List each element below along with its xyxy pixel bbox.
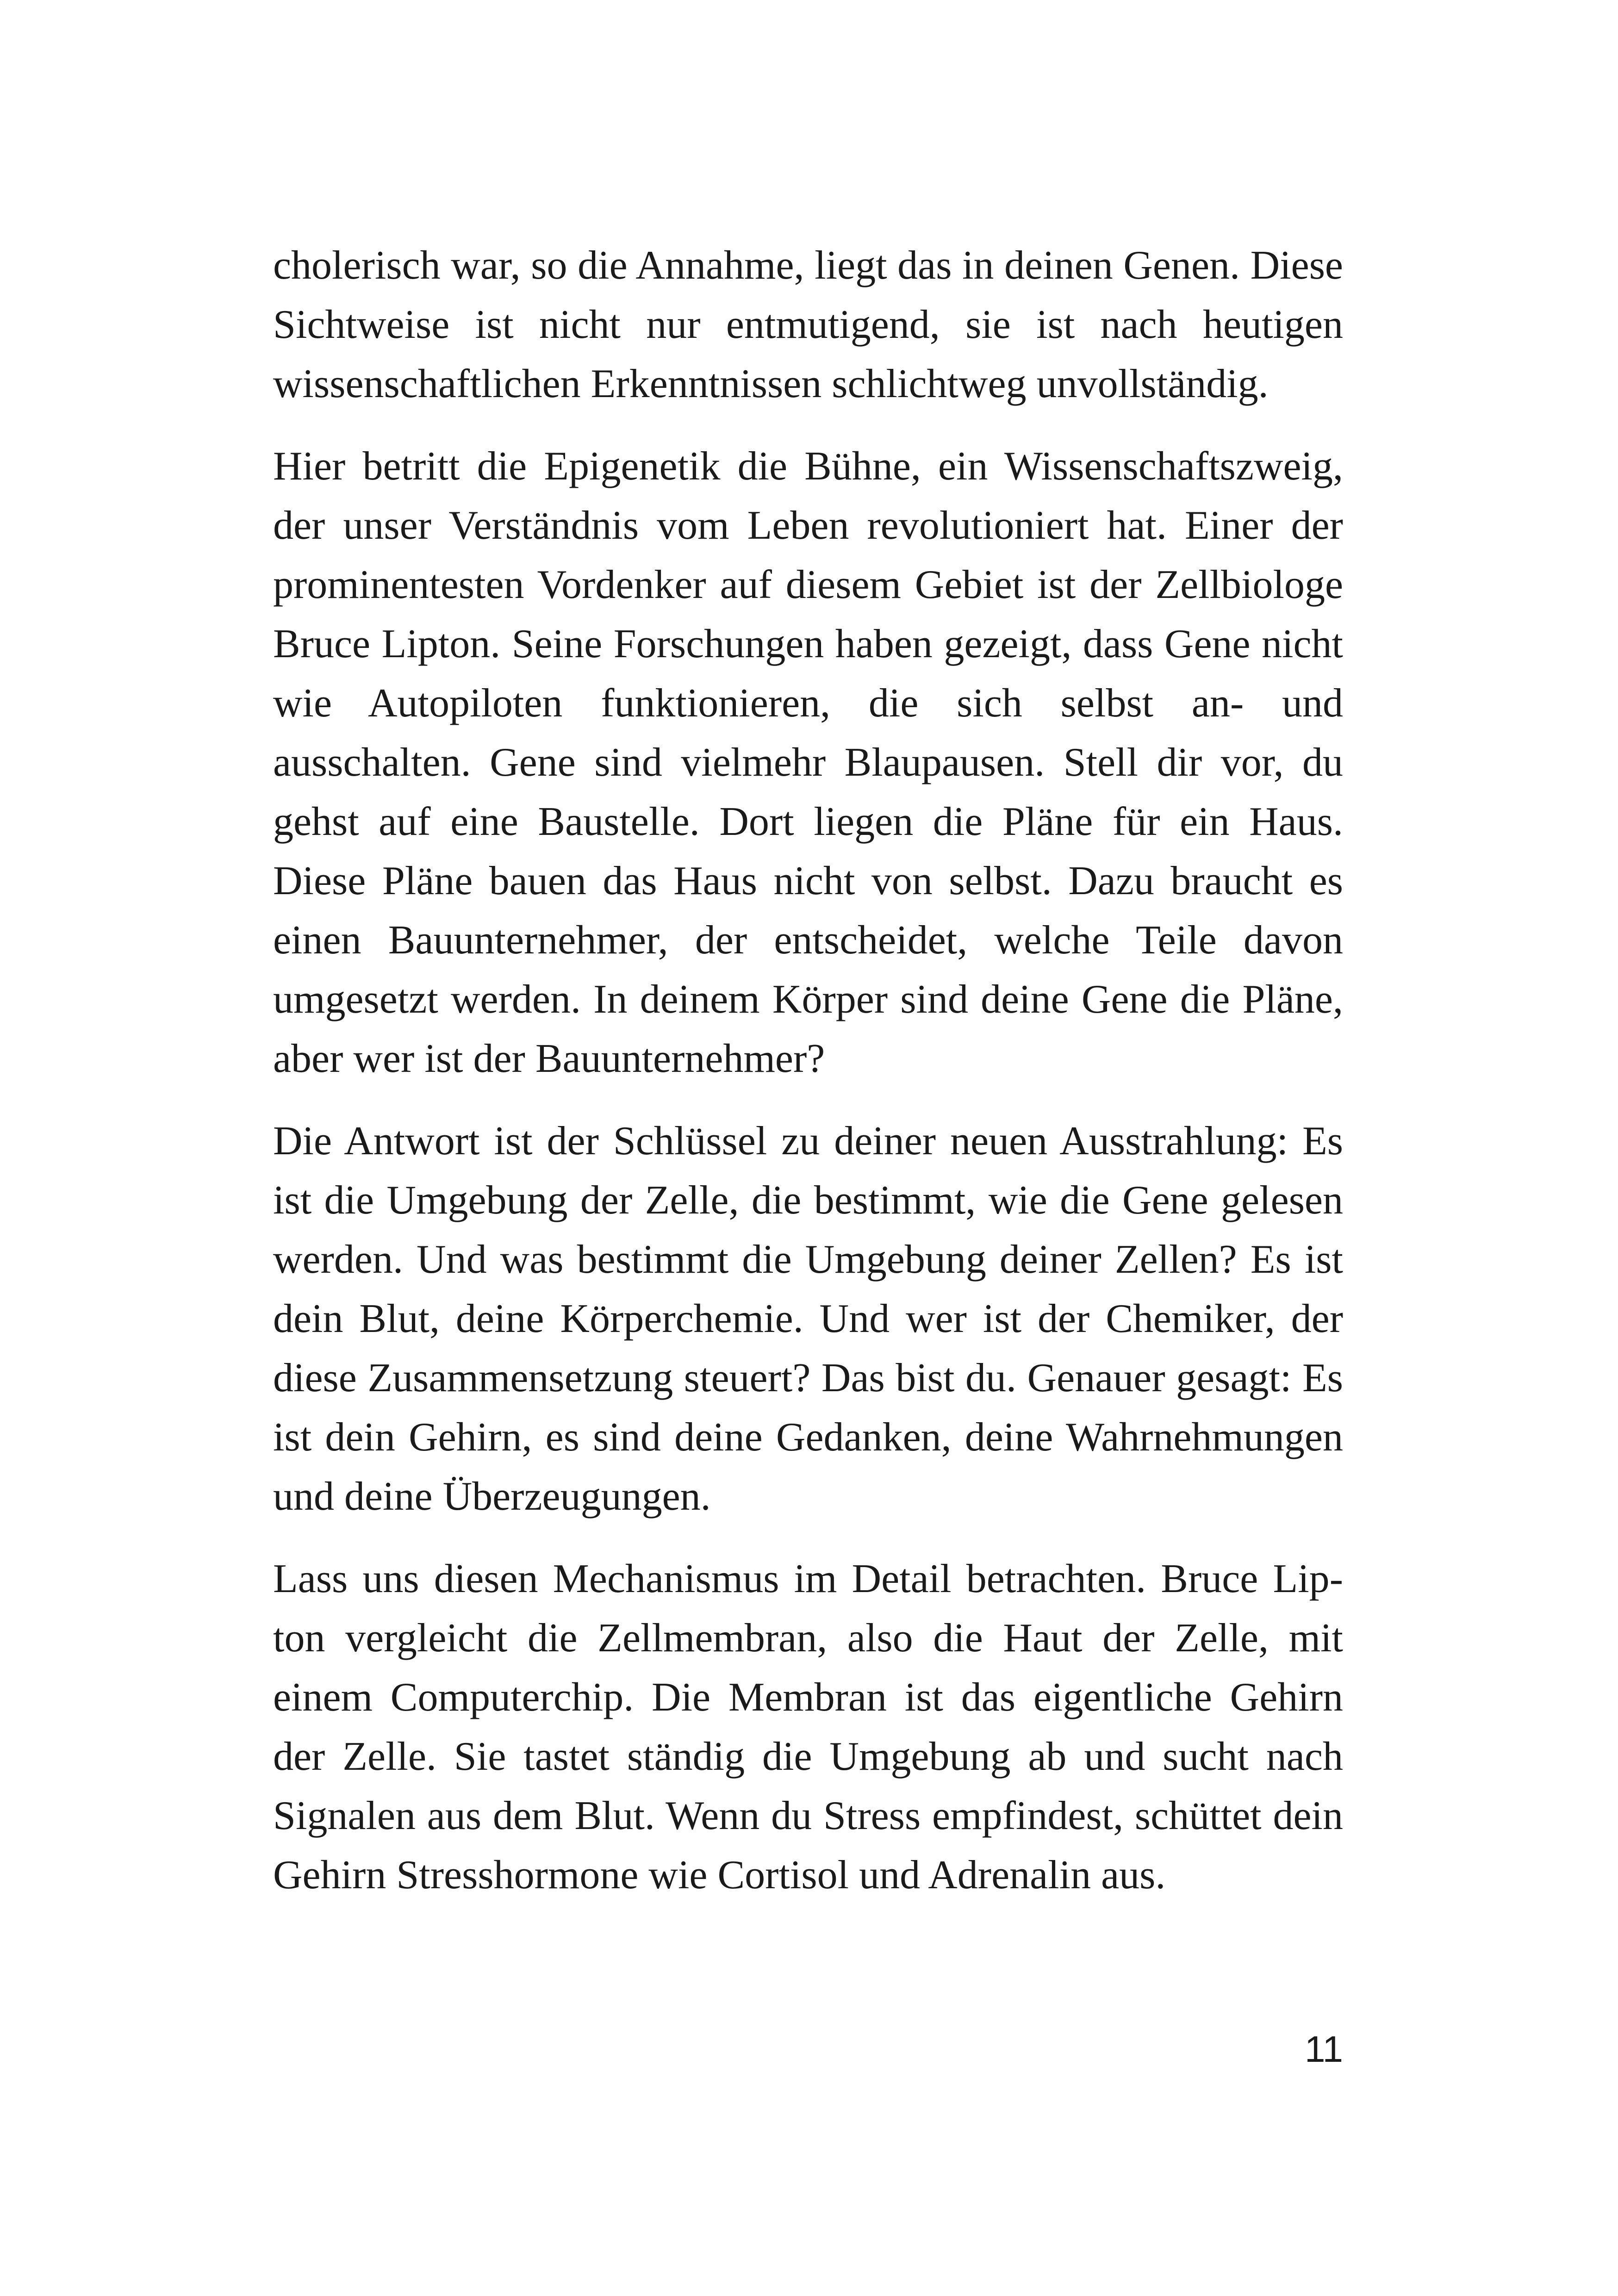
paragraph-2: Hier betritt die Epigenetik die Bühne, ein Wissenschaftszweig, der unser Verständnis vom Leben revolutioniert hat. Einer der prominentesten Vordenker auf diesem Gebiet ist der Zellbiologe Bruce Lipton. Seine Forschungen haben gezeigt, dass Gene nicht wie Autopiloten funktionieren, die sich selbst an- und ausschalten. Gene sind vielmehr Blaupausen. Stell dir vor, du gehst auf eine Baustelle. Dort liegen die Pläne für ein Haus. Diese Pläne bauen das Haus nicht von selbst. Dazu braucht es einen Bauunternehmer, der entscheidet, welche Teile davon umgesetzt werden. In deinem Körper sind deine Gene die Pläne, aber wer ist der Bauunternehmer? [273,444,1343,1081]
paragraph-3: Die Antwort ist der Schlüssel zu deiner neuen Ausstrahlung: Es ist die Umgebung der Zelle, die bestimmt, wie die Gene gelesen werden. Und was bestimmt die Umgebung deiner Zellen? Es ist dein Blut, deine Körperchemie. Und wer ist der Chemiker, der diese Zusammensetzung steuert? Das bist du. Genauer gesagt: Es ist dein Gehirn, es sind deine Gedanken, deine Wahrnehmungen und deine Überzeugungen. [273,1119,1343,1519]
body-text [273,236,1343,1905]
paragraph-1: cholerisch war, so die Annahme, liegt das in deinen Genen. Diese Sichtweise ist nicht nur entmutigend, sie ist nach heutigen wissenschaftlichen Erkenntnissen schlichtweg unvollständig. [273,243,1343,406]
paragraph-4: Lass uns diesen Mechanismus im Detail betrachten. Bruce Lipton vergleicht die Zellmembran, also die Haut der Zelle, mit einem Computerchip. Die Membran ist das eigentliche Gehirn der Zelle. Sie tastet ständig die Umgebung ab und sucht nach Signalen aus dem Blut. Wenn du Stress empfindest, schüttet dein Gehirn Stresshormone wie Cortisol und Adrenalin aus. [273,1556,1343,1898]
page-number: 11 [1304,2028,1343,2070]
